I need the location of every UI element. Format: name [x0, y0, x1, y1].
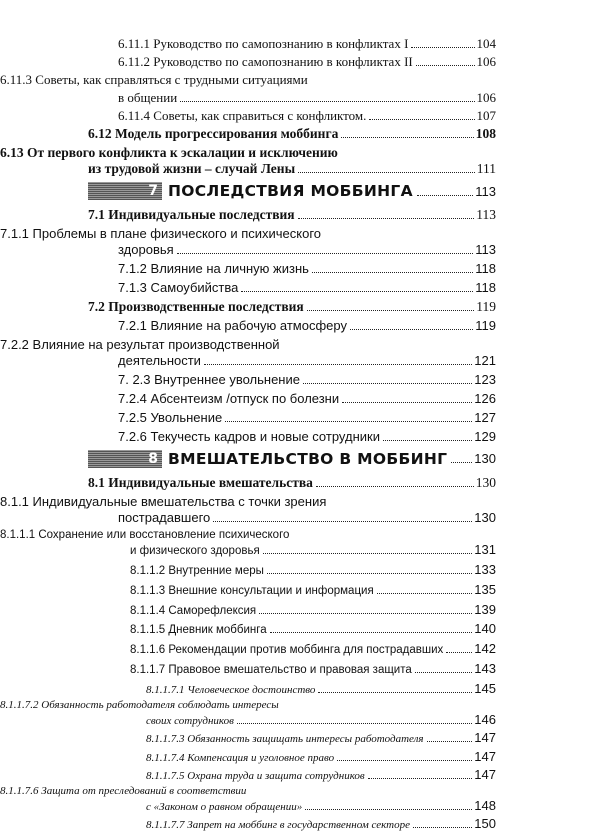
toc-entry-title: 6.11.4 Советы, как справиться с конфликтом. [118, 107, 367, 123]
toc-entry [0, 602, 600, 619]
toc-entry-title: здоровья [118, 241, 174, 257]
toc-entry [0, 318, 600, 334]
toc-entry [0, 353, 600, 369]
toc-page-number: 130 [475, 474, 496, 490]
toc-entry [0, 391, 600, 407]
dot-leader [451, 462, 472, 463]
toc-entry-title: 7.2.4 Абсентеизм /отпуск по болезни [118, 390, 340, 406]
toc-entry-first-line: 8.1.1 Индивидуальные вмешательства с точки зрения [0, 493, 327, 509]
toc-entry [0, 661, 600, 678]
toc-entry-title: 8.1.1.7.3 Обязанность защищать интересы работодателя [146, 733, 424, 746]
dot-leader [318, 692, 472, 693]
toc-page-number: 126 [474, 390, 496, 406]
toc-entry-first-line: 8.1.1.7.2 Обязанность работодателя соблюдать интересы [0, 699, 279, 712]
toc-page-number: 147 [474, 748, 496, 764]
toc-entry [0, 641, 600, 658]
dot-leader [427, 741, 473, 742]
toc-entry [0, 261, 600, 277]
dot-leader [342, 402, 472, 403]
dot-leader [204, 364, 472, 365]
toc-entry-title: 6.11.2 Руководство по самопознанию в конфликтах II [118, 54, 413, 69]
toc-entry [0, 372, 600, 388]
chapter-title: ПОСЛЕДСТВИЯ МОББИНГА [168, 182, 413, 201]
toc-entry-title: 7.2.6 Текучесть кадров и новые сотрудники [118, 428, 380, 444]
dot-leader [417, 195, 473, 196]
toc-entry [0, 429, 600, 445]
toc-page-number: 113 [475, 183, 496, 199]
dot-leader [383, 440, 472, 441]
dot-leader [312, 272, 473, 273]
dot-leader [177, 253, 474, 254]
dot-leader [368, 778, 473, 779]
toc-page-number: 119 [476, 298, 496, 314]
toc-entry [0, 542, 600, 559]
toc-page-number: 119 [475, 318, 496, 334]
toc-page-number: 146 [474, 712, 496, 728]
toc-section-title: 7.1 Индивидуальные последствия [88, 207, 295, 223]
toc-entry-title: в общении [118, 89, 178, 105]
dot-leader [307, 310, 475, 311]
toc-section [0, 299, 600, 315]
toc-entry-title: 7.1.2 Влияние на личную жизнь [118, 260, 309, 276]
toc-entry-first-line: 8.1.1.1 Сохранение или восстановление психического [0, 528, 290, 541]
toc-entry-title: 8.1.1.2 Внутренние меры [130, 565, 264, 578]
dot-leader [316, 486, 474, 487]
toc-entry-title: своих сотрудников [146, 715, 234, 728]
toc-page-number: 123 [474, 371, 496, 387]
chapter-number: 7 [88, 182, 162, 200]
toc-entry [0, 108, 600, 124]
toc-entry-title: 6.11.1 Руководство по самопознанию в конфликтах I [118, 36, 409, 51]
dot-leader [369, 119, 474, 120]
dot-leader [180, 101, 474, 102]
toc-entry [0, 681, 600, 697]
toc-entry [0, 54, 600, 70]
toc-entry-title: 7.2.1 Влияние на рабочую атмосферу [118, 318, 347, 334]
toc-page-number: 131 [474, 542, 496, 558]
dot-leader [415, 672, 473, 673]
toc-entry-title: 7.1.3 Самоубийства [118, 279, 239, 295]
dot-leader [350, 329, 473, 330]
toc-entry-title: 8.1.1.7.7 Запрет на моббинг в государственном секторе [146, 819, 411, 832]
toc-entry-title: 7. 2.3 Внутреннее увольнение [118, 371, 300, 387]
toc-section-title: 8.1 Индивидуальные вмешательства [88, 474, 313, 490]
toc-page-number: 113 [475, 241, 496, 257]
toc-page-number: 130 [474, 509, 496, 525]
toc-entry [0, 280, 600, 296]
toc-entry [0, 582, 600, 599]
toc-page-number: 145 [474, 680, 496, 696]
toc-page-number: 118 [475, 279, 496, 295]
toc-page-number: 106 [476, 89, 496, 105]
toc-entry-title: 8.1.1.7.4 Компенсация и уголовное право [146, 751, 335, 764]
toc-section [0, 207, 600, 223]
toc-page-number: 150 [474, 816, 496, 832]
toc-entry-title: 8.1.1.3 Внешние консультации и информация [130, 584, 374, 597]
toc-entry-title: и физического здоровья [130, 545, 260, 558]
toc-section-title: из трудовой жизни – случай Лены [88, 160, 296, 176]
toc-entry-first-line: 6.11.3 Советы, как справляться с трудными ситуациями [0, 72, 308, 87]
toc-section [0, 161, 600, 177]
dot-leader [305, 809, 472, 810]
toc-page-number: 111 [476, 160, 496, 176]
toc-page-number: 142 [474, 641, 496, 657]
toc-entry [0, 798, 600, 814]
dot-leader [337, 760, 472, 761]
toc-page-number: 147 [474, 766, 496, 782]
dot-leader [270, 632, 473, 633]
dot-leader [263, 553, 473, 554]
toc-page-number: 140 [474, 621, 496, 637]
dot-leader [416, 65, 475, 66]
toc-page-number: 143 [474, 661, 496, 677]
toc-entry-first-line: 8.1.1.7.6 Защита от преследований в соответствии [0, 785, 247, 797]
toc-page-number: 108 [475, 125, 496, 141]
toc-page-number: 107 [476, 107, 496, 123]
toc-entry-first-line: 7.2.2 Влияние на результат производственной [0, 337, 280, 353]
dot-leader [446, 652, 472, 653]
toc-page-number: 121 [474, 352, 496, 368]
toc-entry [0, 749, 600, 765]
toc-entry [0, 510, 600, 526]
toc-entry-first-line: 7.1.1 Проблемы в плане физического и психического [0, 226, 322, 242]
toc-entry-title: пострадавшего [118, 509, 211, 525]
dot-leader [341, 137, 473, 138]
toc-entry-title: 8.1.1.6 Рекомендации против моббинга для пострадавших [130, 644, 444, 657]
dot-leader [213, 521, 472, 522]
dot-leader [241, 291, 473, 292]
toc-section [0, 126, 600, 142]
toc-page-number: 148 [474, 798, 496, 814]
chapter-heading [0, 448, 600, 470]
dot-leader [298, 172, 475, 173]
dot-leader [411, 47, 474, 48]
dot-leader [303, 383, 472, 384]
toc-entry-title: 8.1.1.7.5 Охрана труда и защита сотрудников [146, 769, 365, 782]
toc-page-number: 130 [474, 451, 496, 467]
toc-entry [0, 730, 600, 746]
dot-leader [377, 593, 473, 594]
toc-page-number: 135 [474, 581, 496, 597]
toc-page-number: 133 [474, 562, 496, 578]
dot-leader [267, 573, 472, 574]
chapter-number: 8 [88, 450, 162, 468]
toc-entry-title: 8.1.1.4 Саморефлексия [130, 604, 257, 617]
toc-page-number: 118 [475, 260, 496, 276]
toc-page-number: 139 [474, 601, 496, 617]
toc-entry [0, 36, 600, 52]
dot-leader [259, 613, 472, 614]
toc-page-number: 113 [476, 207, 496, 223]
toc-entry [0, 621, 600, 638]
chapter-title: ВМЕШАТЕЛЬСТВО В МОББИНГ [168, 449, 448, 468]
toc-page-number: 129 [474, 428, 496, 444]
toc-entry-title: 8.1.1.7 Правовое вмешательство и правовая защита [130, 664, 412, 677]
toc-page-number: 104 [476, 36, 496, 51]
toc-section-title: 6.12 Модель прогрессирования моббинга [88, 125, 339, 141]
toc-entry [0, 90, 600, 106]
toc-page-number: 106 [476, 54, 496, 69]
toc-entry-title: с «Законом о равном обращении» [146, 801, 303, 814]
dot-leader [298, 218, 475, 219]
toc-entry-title: 7.2.5 Увольнение [118, 409, 223, 425]
table-of-contents [0, 36, 600, 835]
dot-leader [225, 421, 472, 422]
toc-entry [0, 242, 600, 258]
toc-entry [0, 712, 600, 728]
dot-leader [237, 723, 472, 724]
toc-page-number: 147 [474, 730, 496, 746]
toc-entry-title: 8.1.1.5 Дневник моббинга [130, 624, 267, 637]
toc-entry [0, 816, 600, 832]
toc-entry-title: деятельности [118, 352, 201, 368]
dot-leader [413, 827, 472, 828]
toc-entry-title: 8.1.1.7.1 Человеческое достоинство [146, 683, 316, 696]
toc-section-title: 7.2 Производственные последствия [88, 298, 304, 314]
toc-section-first-line: 6.13 От первого конфликта к эскалации и исключению [0, 144, 338, 160]
toc-entry [0, 767, 600, 783]
chapter-heading [0, 180, 600, 202]
toc-section [0, 475, 600, 491]
toc-page-number: 127 [474, 409, 496, 425]
toc-entry [0, 410, 600, 426]
toc-entry [0, 562, 600, 579]
